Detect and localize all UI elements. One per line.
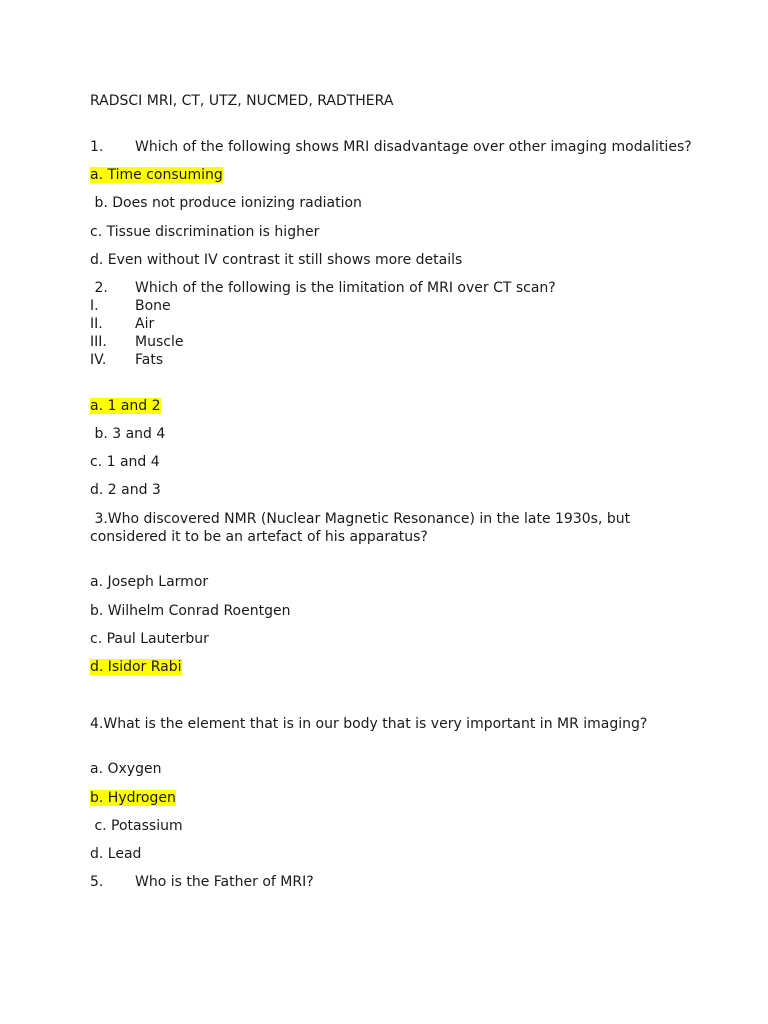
q2-item-2-text: Air [135, 316, 155, 332]
question-5-text: Who is the Father of MRI? [135, 874, 314, 890]
question-4: 4.What is the element that is in our body that is very important in MR imaging? [90, 716, 648, 732]
q2-choice-c: c. 1 and 4 [90, 454, 160, 470]
q2-item-1-text: Bone [135, 298, 171, 314]
question-1-number: 1. [90, 139, 104, 155]
q2-choice-d: d. 2 and 3 [90, 482, 161, 498]
q4-choice-c: c. Potassium [90, 818, 183, 834]
q2-item-4-numeral: IV. [90, 352, 107, 368]
q3-choice-d-highlighted: d. Isidor Rabi [90, 659, 182, 675]
q1-choice-c: c. Tissue discrimination is higher [90, 224, 320, 240]
q3-choice-a: a. Joseph Larmor [90, 574, 209, 590]
document-title: RADSCI MRI, CT, UTZ, NUCMED, RADTHERA [90, 93, 394, 109]
q1-choice-d: d. Even without IV contrast it still shows more details [90, 252, 463, 268]
q3-choice-d [90, 658, 182, 676]
q1-choice-b: b. Does not produce ionizing radiation [90, 195, 362, 211]
q2-choice-b: b. 3 and 4 [90, 426, 166, 442]
q1-choice-a [90, 166, 223, 184]
q2-item-4-text: Fats [135, 352, 164, 368]
q2-item-2-numeral: II. [90, 316, 103, 332]
q2-item-1-numeral: I. [90, 298, 99, 314]
question-1-text: Which of the following shows MRI disadvantage over other imaging modalities? [135, 139, 692, 155]
question-1 [90, 138, 692, 156]
q2-item-3-numeral: III. [90, 334, 107, 350]
question-2-number: 2. [90, 280, 108, 296]
q1-choice-a-highlighted: a. Time consuming [90, 167, 223, 183]
question-3-line-1: 3.Who discovered NMR (Nuclear Magnetic Resonance) in the late 1930s, but [90, 511, 631, 527]
question-2-text: Which of the following is the limitation of MRI over CT scan? [135, 280, 556, 296]
question-5 [90, 873, 314, 891]
question-5-number: 5. [90, 874, 104, 890]
q3-choice-c: c. Paul Lauterbur [90, 631, 209, 647]
q2-item-3-text: Muscle [135, 334, 184, 350]
q4-choice-b [90, 789, 176, 807]
q4-choice-a: a. Oxygen [90, 761, 162, 777]
q2-choice-a [90, 397, 161, 415]
q4-choice-b-highlighted: b. Hydrogen [90, 790, 176, 806]
q2-item-4 [90, 351, 163, 369]
q2-item-3 [90, 333, 183, 351]
q2-item-2 [90, 315, 154, 333]
q3-choice-b: b. Wilhelm Conrad Roentgen [90, 603, 291, 619]
question-2 [90, 279, 556, 297]
question-3-line-2: considered it to be an artefact of his apparatus? [90, 529, 428, 545]
q2-choice-a-highlighted: a. 1 and 2 [90, 398, 161, 414]
q4-choice-d: d. Lead [90, 846, 142, 862]
q2-item-1 [90, 297, 171, 315]
